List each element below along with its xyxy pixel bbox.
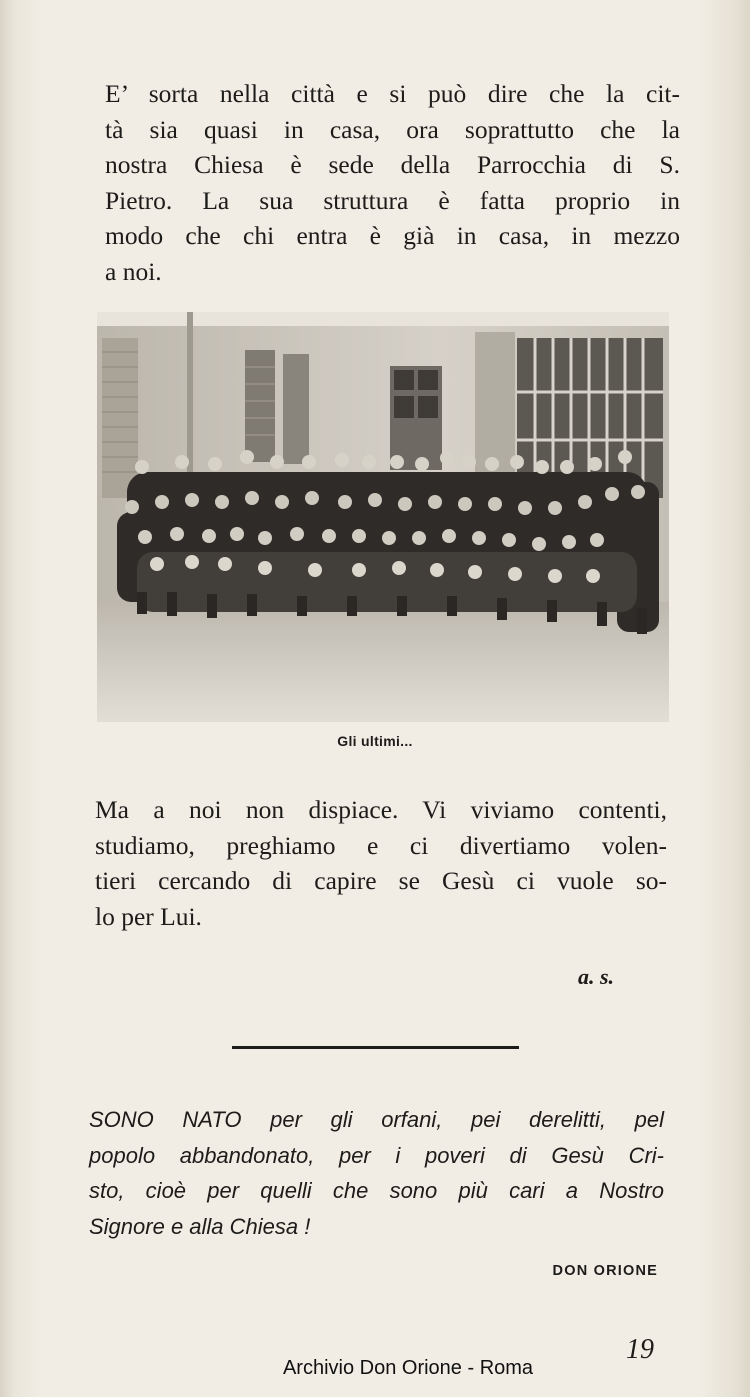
text-line: nostra Chiesa è sede della Parrocchia di S. [105, 150, 680, 179]
text-line: E’ sorta nella città e si può dire che la cit- [105, 79, 680, 108]
author-initials: a. s. [578, 964, 615, 989]
section-divider [232, 1046, 519, 1049]
paragraph-body [95, 792, 667, 934]
quote-signature: DON ORIONE [552, 1263, 658, 1279]
quote-line: popolo abbandonato, per i poveri di Gesù Cri- [89, 1142, 664, 1168]
text-line: tieri cercando di capire se Gesù ci vuole so- [95, 866, 667, 895]
text-line: lo per Lui. [95, 901, 202, 931]
text-line: modo che chi entra è già in casa, in mezzo [105, 221, 680, 250]
quote-line: sto, cioè per quelli che sono più cari a Nostro [89, 1178, 664, 1203]
paragraph-intro [105, 76, 680, 289]
quote-block [89, 1102, 664, 1244]
photo-caption: Gli ultimi... [337, 733, 413, 749]
group-photo-illustration [97, 312, 669, 722]
text-line: Pietro. La sua struttura è fatta proprio in [105, 185, 680, 215]
text-line: tà sia quasi in casa, ora soprattutto che la [105, 114, 680, 144]
archive-footer: Archivio Don Orione - Roma [282, 1357, 534, 1379]
text-line: studiamo, preghiamo e ci divertiamo volen- [95, 830, 667, 860]
group-photo [97, 312, 669, 722]
quote-line: Signore e alla Chiesa ! [89, 1213, 311, 1239]
text-line: a noi. [105, 256, 162, 286]
page-number: 19 [626, 1334, 654, 1365]
text-line: Ma a noi non dispiace. Vi viviamo contenti, [95, 795, 667, 824]
quote-line: SONO NATO per gli orfani, pei derelitti, pel [89, 1107, 664, 1132]
